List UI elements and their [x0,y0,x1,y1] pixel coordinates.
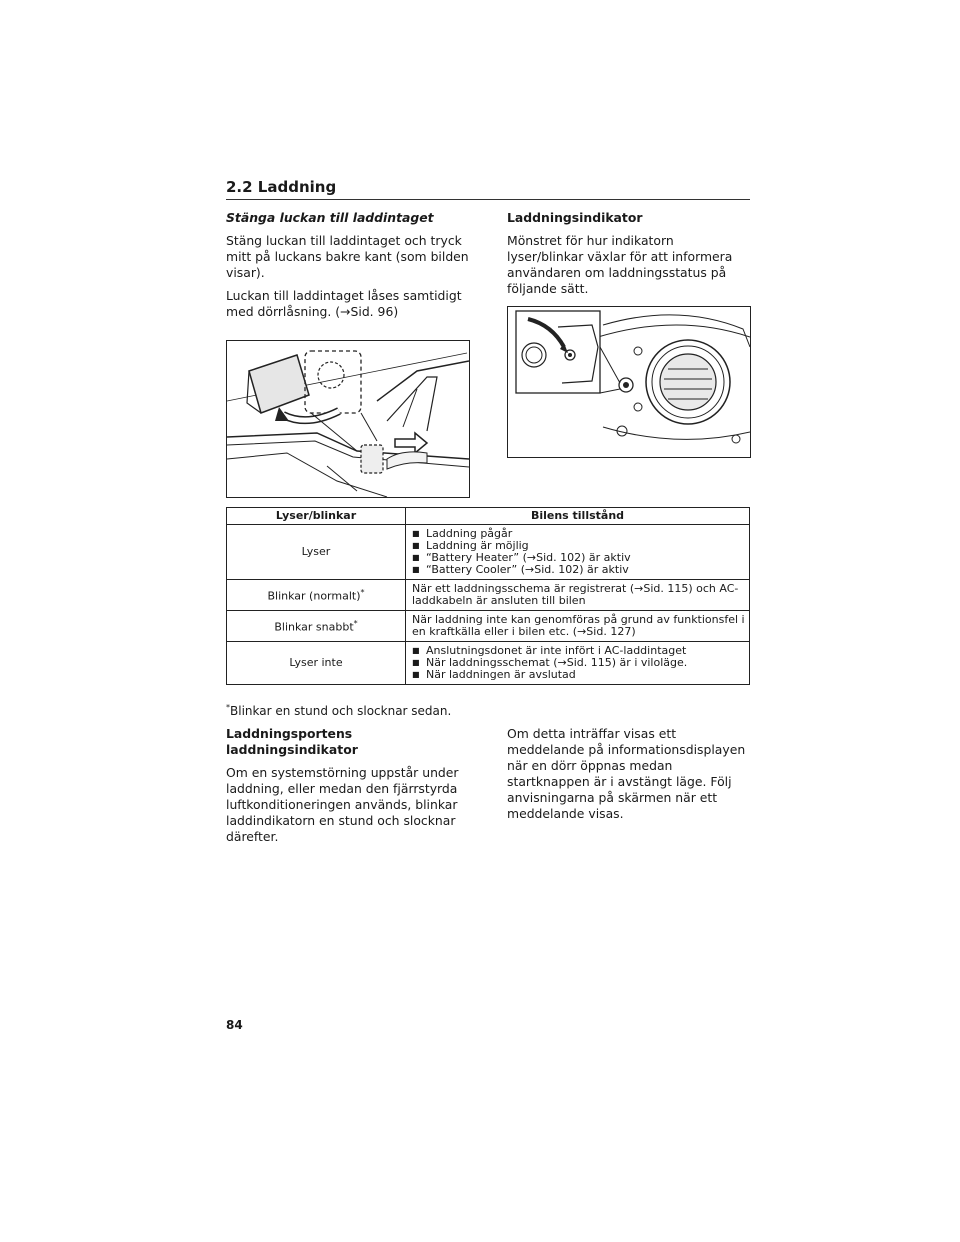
paragraph-close-lid: Stäng luckan till laddintaget och tryck mitt på luckans bakre kant (som bilden visar). [226,233,469,280]
list-item: ■ När laddningen är avslutad [412,669,745,681]
table-row [227,642,750,685]
table-cell-description [406,642,750,685]
footnote-mark: * [360,588,365,598]
paragraph-port-indicator: Om en systemstörning uppstår under laddning, eller medan den fjärrstyrda luftkonditioneringen används, blinkar laddindikatorn en stund och slocknar därefter. [226,765,459,844]
paragraph-message-display: Om detta inträffar visas ett meddelande på informationsdisplayen när en dörr öppnas medan startknappen är i avstängt läge. Följ anvisningarna på skärmen när ett meddelande visas. [507,726,746,821]
heading-port-indicator: Laddningsportens laddningsindikator [226,726,358,757]
heading-close-lid: Stänga luckan till laddintaget [226,210,434,225]
charge-lid-closing-illustration [226,340,470,498]
paragraph-charging-indicator: Mönstret för hur indikatorn lyser/blinkar växlar för att informera användaren om laddningsstatus på följande sätt. [507,233,733,296]
list-item: ■ “Battery Heater” (→Sid. 102) är aktiv [412,552,745,564]
paragraph-lid-locking: Luckan till laddintaget låses samtidigt med dörrlåsning. (→Sid. 96) [226,288,462,319]
table-row [227,525,750,580]
right-column-bottom [507,726,752,822]
list-item: ■ Laddning pågår [412,528,745,540]
table-cell-description: När laddning inte kan genomföras på grund av funktionsfel i en kraftkälla eller i bilen etc. (→Sid. 127) [406,611,750,642]
list-item: ■ Laddning är möjlig [412,540,745,552]
table-cell-description: När ett laddningsschema är registrerat (→Sid. 115) och AC-laddkabeln är ansluten till bilen [406,580,750,611]
table-cell-state: Blinkar snabbt* [227,611,406,642]
left-column-bottom [226,726,476,845]
charging-status-table [226,507,750,685]
section-divider [226,199,750,200]
table-header-lights: Lyser/blinkar [227,508,406,525]
list-item: ■ När laddningsschemat (→Sid. 115) är i viloläge. [412,657,745,669]
table-cell-state: Lyser [227,525,406,580]
left-column-top [226,210,476,320]
footnote [226,703,451,718]
table-header-vehicle-state: Bilens tillstånd [406,508,750,525]
page-number: 84 [226,1018,243,1032]
table-row [227,580,750,611]
charging-port-indicator-illustration [507,306,751,458]
table-cell-state: Blinkar (normalt)* [227,580,406,611]
footnote-mark: * [353,619,358,629]
table-cell-state: Lyser inte [227,642,406,685]
list-item: ■ Anslutningsdonet är inte infört i AC-laddintaget [412,645,745,657]
right-column-top [507,210,752,297]
footnote-text: Blinkar en stund och slocknar sedan. [230,704,452,718]
footnote-mark: * [226,703,230,712]
list-item: ■ “Battery Cooler” (→Sid. 102) är aktiv [412,564,745,576]
section-title: 2.2 Laddning [226,178,337,196]
heading-charging-indicator: Laddningsindikator [507,210,643,225]
table-cell-description [406,525,750,580]
table-header-row [227,508,750,525]
table-row [227,611,750,642]
